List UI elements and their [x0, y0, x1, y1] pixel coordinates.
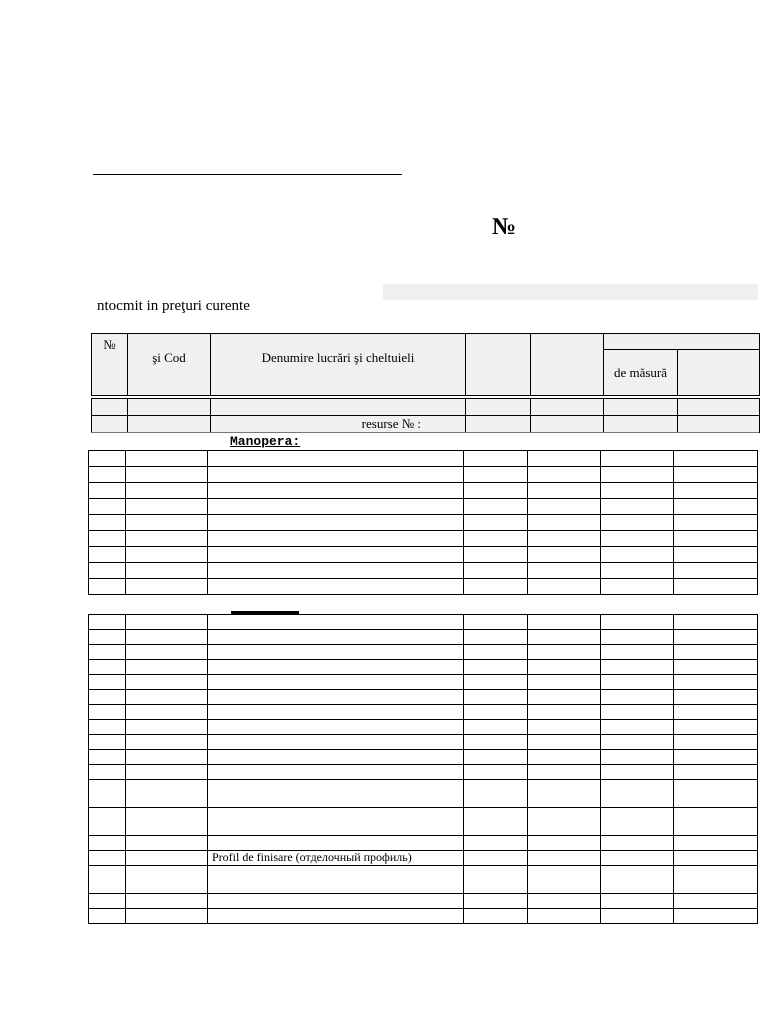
table-row [89, 531, 758, 547]
gray-band [383, 284, 758, 300]
table-row [89, 765, 758, 780]
table-row [89, 547, 758, 563]
table-row [89, 720, 758, 735]
table-row [89, 630, 758, 645]
table-row [89, 866, 758, 894]
table-row [89, 735, 758, 750]
table-row [89, 894, 758, 909]
item-profile-name: Profil de finisare (отделочный профиль) [208, 851, 464, 866]
header-empty [466, 334, 531, 396]
table-row [89, 563, 758, 579]
header-group [604, 334, 760, 350]
document-number-sign: № [492, 214, 517, 240]
header-number: № [92, 334, 128, 396]
table-row [89, 451, 758, 467]
table-row [89, 615, 758, 630]
table-row [89, 705, 758, 720]
table-header [91, 333, 760, 396]
table-row [89, 675, 758, 690]
table-row [89, 851, 758, 866]
document-subtitle: ntocmit in preţuri curente [97, 298, 250, 314]
table-row [89, 909, 758, 924]
header-empty [678, 350, 760, 396]
table-row [89, 808, 758, 836]
header-unit: de măsură [604, 350, 678, 396]
table-row [89, 467, 758, 483]
materials-table [88, 614, 758, 924]
table-row [89, 750, 758, 765]
header-code: şi Cod [128, 334, 211, 396]
table-row [89, 579, 758, 595]
header-work-name: Denumire lucrări şi cheltuieli [211, 334, 466, 396]
section-title-labor: Manopera: [230, 434, 301, 449]
table-row [89, 499, 758, 515]
table-row [89, 483, 758, 499]
table-row [89, 660, 758, 675]
table-row [89, 836, 758, 851]
table-row [89, 780, 758, 808]
labor-table [88, 450, 758, 595]
table-row [89, 515, 758, 531]
header-empty [531, 334, 604, 396]
signature-line [93, 174, 402, 175]
resources-label: resurse № : [211, 416, 466, 433]
table-row [89, 645, 758, 660]
table-row [89, 690, 758, 705]
divider [91, 432, 759, 433]
sub-header [91, 398, 760, 433]
